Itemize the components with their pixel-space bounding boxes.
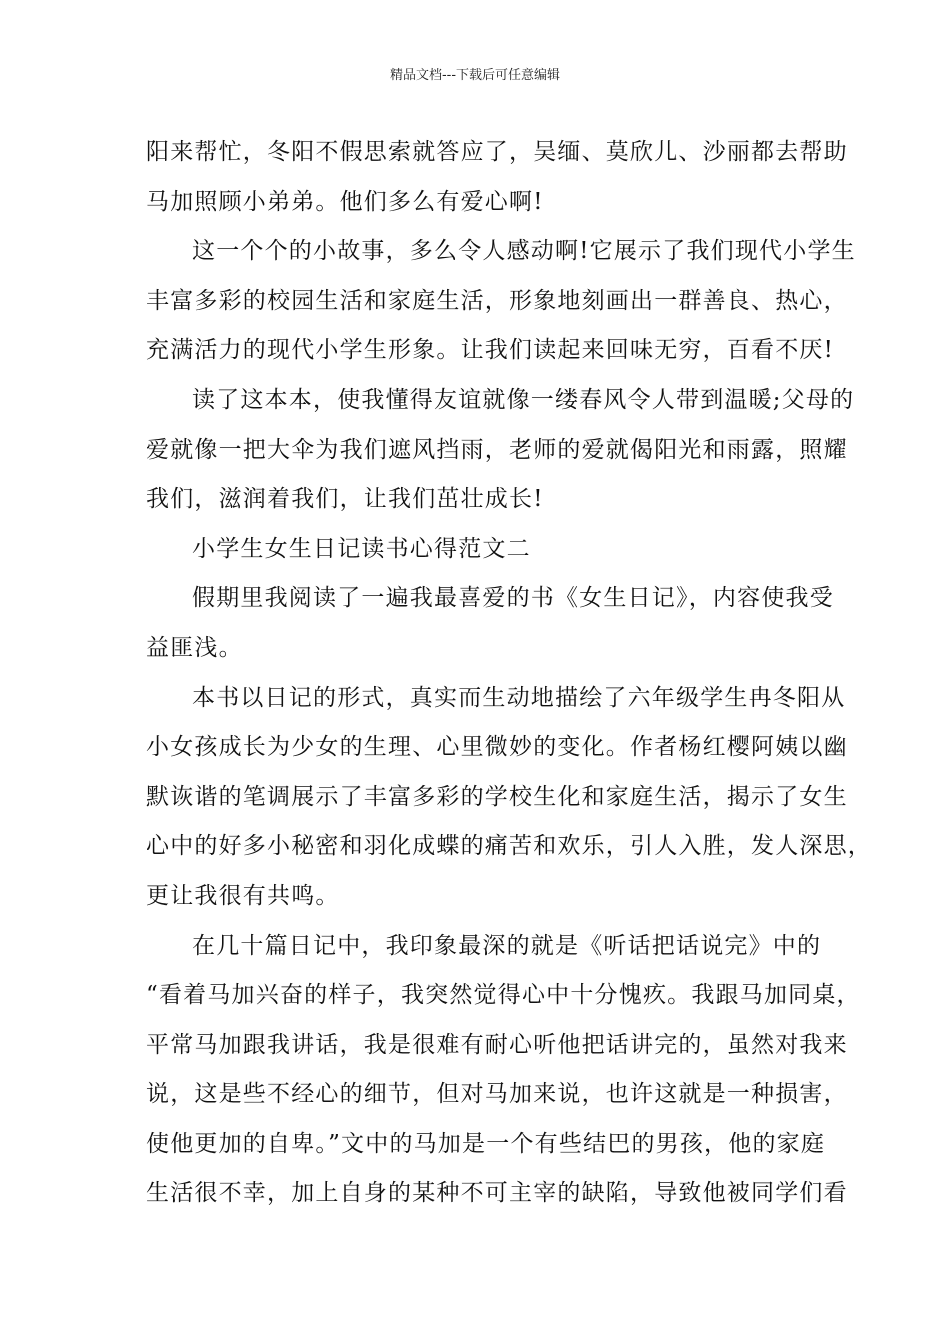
text-line: 生活很不幸，加上自身的某种不可主宰的缺陷，导致他被同学们看 (146, 1180, 848, 1207)
text-line: 阳来帮忙，冬阳不假思索就答应了，吴缅、莫欣儿、沙丽都去帮助 (146, 139, 848, 165)
text-line: 平常马加跟我讲话，我是很难有耐心听他把话讲完的，虽然对我来 (146, 1031, 848, 1058)
section-title: 小学生女生日记读书心得范文二 (192, 535, 531, 562)
page-header: 精品文档---下载后可任意编辑 (389, 68, 561, 83)
paragraph-start-line: 这一个个的小故事，多么令人感动啊!它展示了我们现代小学生 (192, 238, 856, 265)
paragraph-start-line: 读了这本本，使我懂得友谊就像一缕春风令人带到温暖;父母的 (192, 386, 855, 413)
text-line: 心中的好多小秘密和羽化成蝶的痛苦和欢乐，引人入胜，发人深思， (146, 833, 872, 860)
paragraph-start-line: 在几十篇日记中，我印象最深的就是《听话把话说完》中的 (192, 932, 822, 959)
text-line: 更让我很有共鸣。 (146, 882, 340, 909)
text-line: 丰富多彩的校园生活和家庭生活，形象地刻画出一群善良、热心， (146, 287, 848, 314)
document-body (146, 128, 872, 1219)
text-line: 说，这是些不经心的细节，但对马加来说，也许这就是一种损害， (146, 1081, 848, 1108)
text-line: 益匪浅。 (146, 634, 243, 661)
paragraph-start-line: 假期里我阅读了一遍我最喜爱的书《女生日记》，内容使我受 (192, 585, 834, 612)
text-line: 小女孩成长为少女的生理、心里微妙的变化。作者杨红樱阿姨以幽 (146, 734, 848, 761)
text-line: 我们，滋润着我们，让我们茁壮成长! (146, 486, 544, 513)
text-line: 充满活力的现代小学生形象。让我们读起来回味无穷，百看不厌! (146, 337, 835, 364)
text-line: “看着马加兴奋的样子，我突然觉得心中十分愧疚。我跟马加同桌， (146, 982, 861, 1009)
text-line: 爱就像一把大伞为我们遮风挡雨，老师的爱就偈阳光和雨露，照耀 (146, 436, 848, 463)
text-line: 马加照顾小弟弟。他们多么有爱心啊! (146, 188, 544, 215)
text-line: 默诙谐的笔调展示了丰富多彩的学校生化和家庭生活，揭示了女生 (146, 783, 848, 810)
paragraph-start-line: 本书以日记的形式，真实而生动地描绘了六年级学生冉冬阳从 (192, 684, 846, 711)
text-line: 使他更加的自卑。”文中的马加是一个有些结巴的男孩，他的家庭 (146, 1130, 826, 1157)
